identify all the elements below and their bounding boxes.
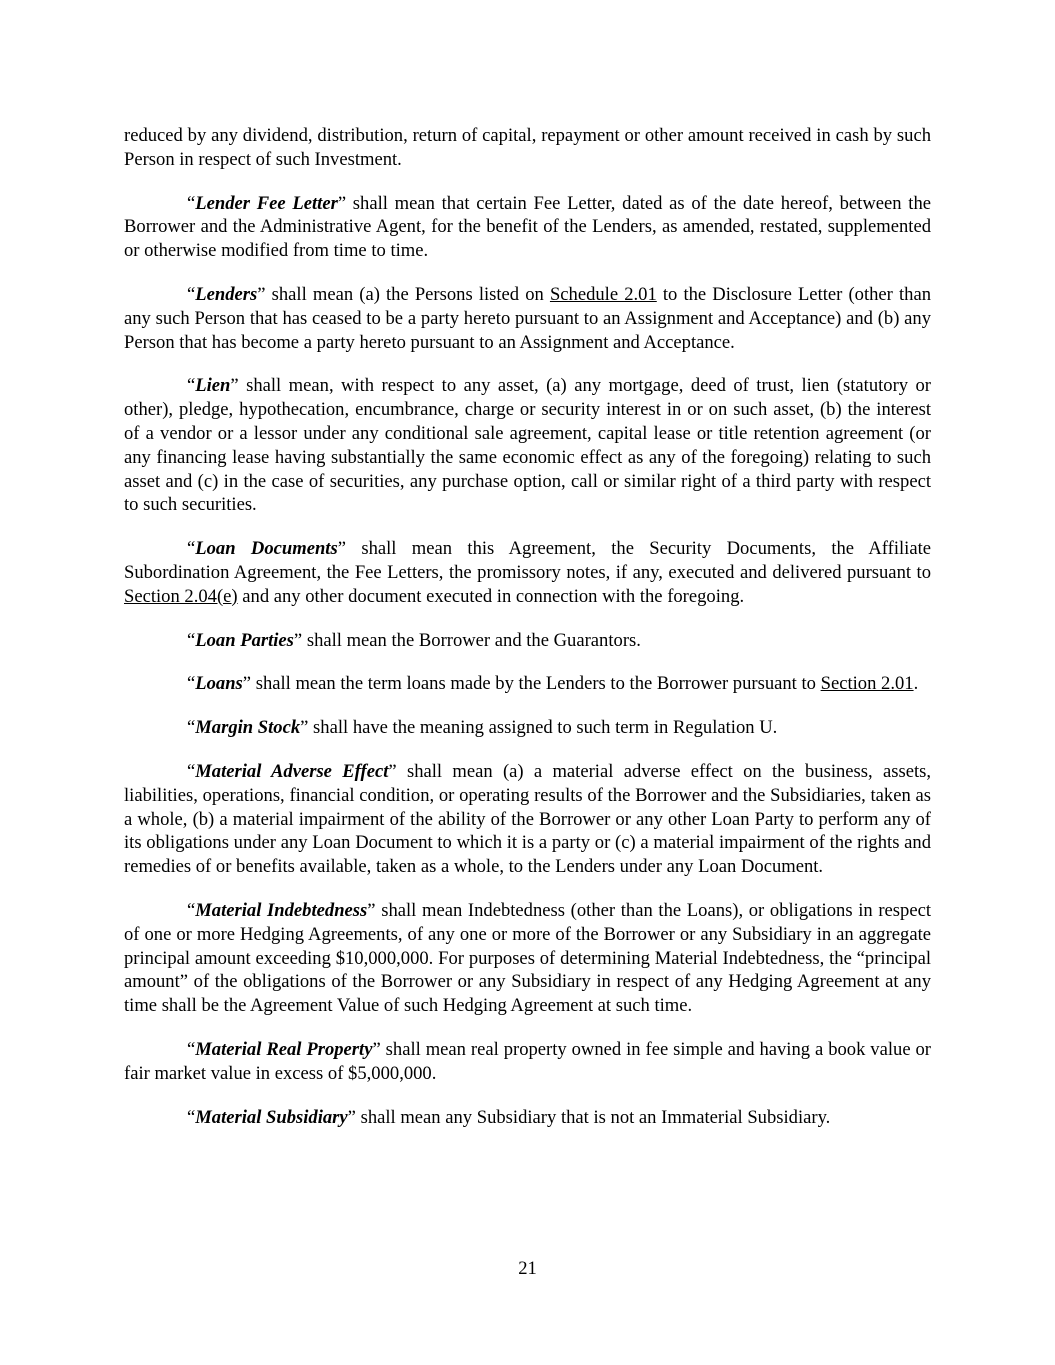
definition-margin-stock: “Margin Stock” shall have the meaning assigned to such term in Regulation U.: [187, 717, 778, 739]
definition-lender-fee-letter: “Lender Fee Letter” shall mean that certain Fee Letter, dated as of the date hereof, between the Borrower and the Administrative Agent, for the benefit of the Lenders, as amended, restated, supplemented or otherwise modified from time to time.: [124, 192, 931, 262]
definition-material-adverse-effect: “Material Adverse Effect” shall mean (a) a material adverse effect on the business, assets, liabilities, operations, financial condition, or operating results of the Borrower and the Subsidiaries, taken as a whole, (b) a material impairment of the ability of the Borrower or any other Loan Party to perform any of its obligations under any Loan Document to which it is a party or (c) a material impairment of the rights and remedies of or benefits available, taken as a whole, to the Lenders under any Loan Document.: [124, 760, 931, 878]
defined-term: Material Adverse Effect: [195, 760, 389, 782]
definition-loans: “Loans” shall mean the term loans made by the Lenders to the Borrower pursuant to Section 2.01.: [187, 673, 919, 695]
defined-term: Loans: [195, 673, 243, 695]
cross-reference: Schedule 2.01: [549, 283, 657, 305]
definition-material-real-property: “Material Real Property” shall mean real property owned in fee simple and having a book value or fair market value in excess of $5,000,000.: [124, 1038, 932, 1084]
definition-body: shall mean any Subsidiary that is not an Immaterial Subsidiary.: [360, 1106, 831, 1128]
definition-body: to the Disclosure Letter (other than any such Person that has ceased to be a party hereto pursuant to an Assignment and Acceptance) and (b) any Person that has become a party hereto pursuant to an Assignment and Acceptance.: [124, 283, 931, 353]
definition-body: shall have the meaning assigned to such term in Regulation U.: [313, 717, 778, 739]
definition-loan-parties: “Loan Parties” shall mean the Borrower and the Guarantors.: [187, 629, 641, 651]
page-number: 21: [518, 1258, 537, 1279]
defined-term: Lien: [195, 375, 231, 397]
defined-term: Margin Stock: [195, 717, 301, 739]
defined-term: Lender Fee Letter: [195, 192, 338, 214]
definition-lenders: “Lenders” shall mean (a) the Persons listed on Schedule 2.01 to the Disclosure Letter (other than any such Person that has ceased to be a party hereto pursuant to an Assignment and Acceptance) and (b) any Person that has become a party hereto pursuant to an Assignment and Acceptance.: [124, 283, 931, 353]
continuation-paragraph: reduced by any dividend, distribution, return of capital, repayment or other amount received in cash by such Person in respect of such Investment.: [124, 125, 931, 170]
defined-term: Lenders: [195, 283, 258, 305]
definition-body: shall mean (a) a material adverse effect on the business, assets, liabilities, operations, financial condition, or operating results of the Borrower and the Subsidiaries, taken as a whole, (b) a material impairment of the ability of the Borrower or any other Loan Party to perform any of its obligations under any Loan Document to which it is a party or (c) a material impairment of the rights and remedies of or benefits available, taken as a whole, to the Lenders under any Loan Document.: [124, 760, 931, 878]
definition-body: shall mean the term loans made by the Lenders to the Borrower pursuant to: [255, 673, 816, 695]
definition-loan-documents: “Loan Documents” shall mean this Agreement, the Security Documents, the Affiliate Subordination Agreement, the Fee Letters, the promissory notes, if any, executed and delivered pursuant to Section 2.04(e) and any other document executed in connection with the foregoing.: [124, 538, 932, 607]
definition-body: shall mean that certain Fee Letter, dated as of the date hereof, between the Borrower and the Administrative Agent, for the benefit of the Lenders, as amended, restated, supplemented or otherwise modified from time to time.: [124, 192, 931, 262]
document-page: [124, 124, 931, 1149]
defined-term: Material Subsidiary: [195, 1106, 348, 1128]
definition-body: shall mean (a) the Persons listed on: [271, 283, 544, 305]
definition-material-indebtedness: “Material Indebtedness” shall mean Indebtedness (other than the Loans), or obligations in respect of one or more Hedging Agreements, of any one or more of the Borrower or any Subsidiary in an aggregate principal amount exceeding $10,000,000. For purposes of determining Material Indebtedness, the “principal amount” of the obligations of the Borrower or any Subsidiary in respect of any Hedging Agreement at any time shall be the Agreement Value of such Hedging Agreement at such time.: [124, 899, 932, 1017]
cross-reference: Section 2.04(e): [124, 585, 238, 607]
definition-body: shall mean Indebtedness (other than the Loans), or obligations in respect of one or more Hedging Agreements, of any one or more of the Borrower or any Subsidiary in an aggregate principal amount exceeding $10,000,000. For purposes of determining Material Indebtedness, the “principal amount” of the obligations of the Borrower or any Subsidiary in respect of any Hedging Agreement at any time shall be the Agreement Value of such Hedging Agreement at such time.: [124, 899, 932, 1017]
definition-lien: “Lien” shall mean, with respect to any asset, (a) any mortgage, deed of trust, lien (statutory or other), pledge, hypothecation, encumbrance, charge or security interest in or on such asset, (b) the interest of a vendor or a lessor under any conditional sale agreement, capital lease or title retention agreement (or any financing lease having substantially the same economic effect as any of the foregoing) relating to such asset and (c) in the case of securities, any purchase option, call or similar right of a third party with respect to such securities.: [124, 375, 932, 516]
cross-reference: Section 2.01: [820, 673, 914, 695]
defined-term: Loan Parties: [195, 629, 294, 651]
definition-material-subsidiary: “Material Subsidiary” shall mean any Subsidiary that is not an Immaterial Subsidiary.: [187, 1106, 831, 1128]
definition-body: shall mean the Borrower and the Guarantors.: [306, 629, 641, 651]
defined-term: Material Real Property: [195, 1038, 373, 1060]
definition-body: shall mean, with respect to any asset, (a) any mortgage, deed of trust, lien (statutory or other), pledge, hypothecation, encumbrance, charge or security interest in or on such asset, (b) the interest of a vendor or a lessor under any conditional sale agreement, capital lease or title retention agreement (or any financing lease having substantially the same economic effect as any of the foregoing) relating to such asset and (c) in the case of securities, any purchase option, call or similar right of a third party with respect to such securities.: [124, 375, 932, 516]
definition-body: shall mean real property owned in fee simple and having a book value or fair market value in excess of $5,000,000.: [124, 1038, 932, 1084]
defined-term: Loan Documents: [195, 538, 338, 560]
definition-body: shall mean this Agreement, the Security Documents, the Affiliate Subordination Agreement, the Fee Letters, the promissory notes, if any, executed and delivered pursuant to: [124, 538, 932, 583]
definition-body: and any other document executed in connection with the foregoing.: [242, 585, 745, 607]
definition-body: .: [913, 673, 919, 695]
defined-term: Material Indebtedness: [195, 899, 368, 921]
